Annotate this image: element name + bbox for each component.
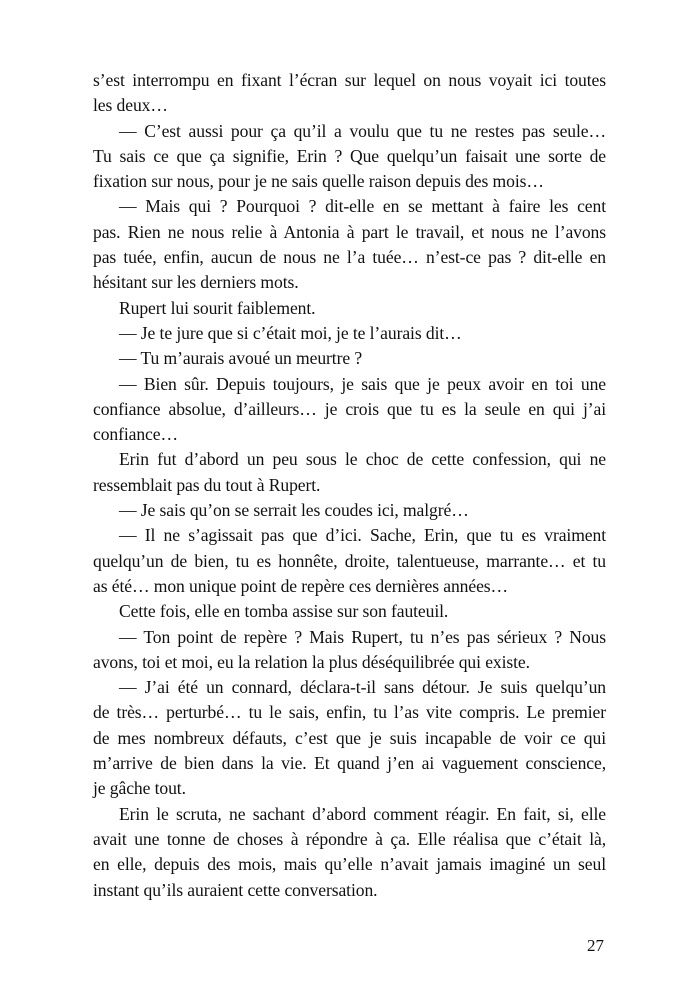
text-line: s’est interrompu en fixant l’écran sur lequel on nous voyait ici toutes (93, 70, 606, 90)
page-body (93, 68, 606, 903)
text-line: instant qu’ils auraient cette conversation. (93, 879, 378, 900)
text-line: m’arrive de bien dans la vie. Et quand j’en ai vaguement conscience, (93, 753, 606, 774)
text-line: — Tu m’aurais avoué un meurtre ? (119, 348, 363, 369)
text-line: — Je te jure que si c’était moi, je te l’aurais dit… (119, 322, 462, 343)
text-line: confiance absolue, d’ailleurs… je crois que tu es la seule en qui j’ai (93, 398, 606, 419)
text-line: Tu sais ce que ça signifie, Erin ? Que quelqu’un faisait une sorte de (93, 145, 606, 166)
text-line: confiance… (93, 424, 178, 445)
text-line: — J’ai été un connard, déclara-t-il sans détour. Je suis quelqu’un (119, 677, 606, 698)
text-line: — C’est aussi pour ça qu’il a voulu que tu ne restes pas seule… (119, 120, 606, 141)
text-line: — Bien sûr. Depuis toujours, je sais que je peux avoir en toi une (119, 373, 606, 394)
text-line: — Je sais qu’on se serrait les coudes ici, malgré… (119, 500, 469, 521)
page-number: 27 (587, 936, 604, 955)
text-line: les deux… (93, 95, 168, 116)
text-line: fixation sur nous, pour je ne sais quelle raison depuis des mois… (93, 171, 544, 192)
text-line: je gâche tout. (93, 778, 186, 799)
text-line: — Mais qui ? Pourquoi ? dit-elle en se mettant à faire les cent (119, 196, 606, 217)
text-line: de très… perturbé… tu le sais, enfin, tu l’as vite compris. Le premier (93, 702, 606, 723)
text-line: as été… mon unique point de repère ces dernières années… (93, 575, 509, 596)
text-line: de mes nombreux défauts, c’est que je suis incapable de voir ce qui (93, 727, 606, 748)
text-line: pas. Rien ne nous relie à Antonia à part le travail, et nous ne l’avons (93, 221, 606, 242)
text-line: Erin fut d’abord un peu sous le choc de cette confession, qui ne (119, 449, 606, 470)
text-line: pas tuée, enfin, aucun de nous ne l’a tuée… n’est-ce pas ? dit-elle en (93, 247, 606, 268)
text-line: Rupert lui sourit faiblement. (119, 297, 316, 318)
text-line: ressemblait pas du tout à Rupert. (93, 474, 321, 495)
text-line: Erin le scruta, ne sachant d’abord comment réagir. En fait, si, elle (119, 803, 606, 824)
text-line: — Ton point de repère ? Mais Rupert, tu n’es pas sérieux ? Nous (119, 626, 606, 647)
text-line: en elle, depuis des mois, mais qu’elle n’avait jamais imaginé un seul (93, 854, 606, 875)
text-line: — Il ne s’agissait pas que d’ici. Sache, Erin, que tu es vraiment (119, 525, 606, 546)
text-line: hésitant sur les derniers mots. (93, 272, 299, 293)
text-line: avait une tonne de choses à répondre à ça. Elle réalisa que c’était là, (93, 828, 606, 849)
text-line: avons, toi et moi, eu la relation la plus déséquilibrée qui existe. (93, 651, 530, 672)
text-line: Cette fois, elle en tomba assise sur son fauteuil. (119, 601, 449, 622)
text-line: quelqu’un de bien, tu es honnête, droite, talentueuse, marrante… et tu (93, 550, 606, 571)
